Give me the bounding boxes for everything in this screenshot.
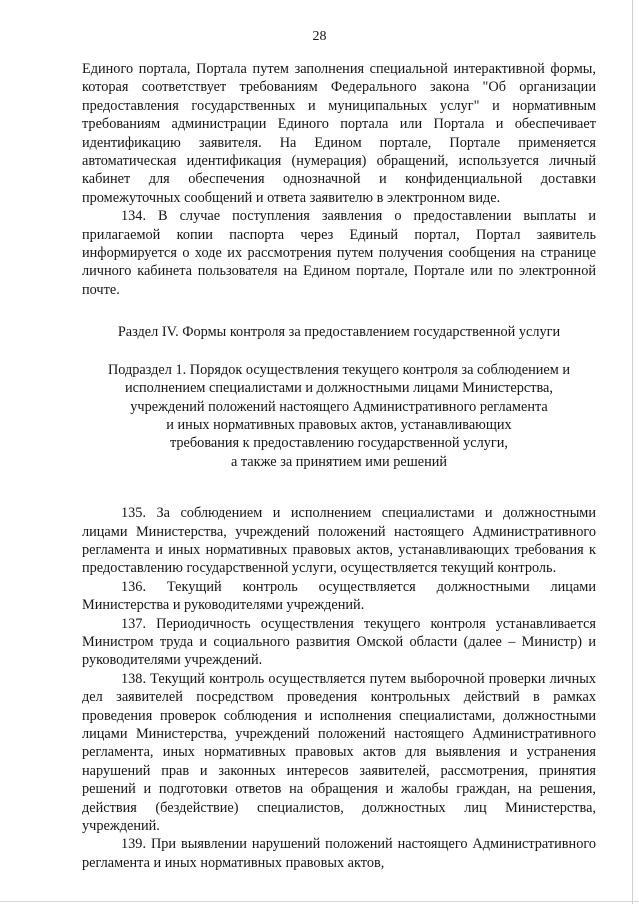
paragraph-138: 138. Текущий контроль осуществляется путем выборочной проверки личных дел заявителей посредством проведения контрольных действий в рамках проведения проверок соблюдения и исполнения специалистами, должностными лицами Министерства, учреждений положений настоящего Административного регламента, иных нормативных правовых актов для выявления и устранения нарушений прав и законных интересов заявителей, рассмотрения, принятия решений и подготовки ответов на обращения и жалобы граждан, на решения, действия (бездействие) специалистов, должностных лиц Министерства, учреждений. (82, 670, 596, 835)
paragraph-136: 136. Текущий контроль осуществляется должностными лицами Министерства и руководителями учреждений. (82, 578, 596, 614)
document-body (82, 60, 596, 872)
subsection-title-line: учреждений положений настоящего Административного регламента (130, 398, 548, 415)
subsection-title-line: и иных нормативных правовых актов, устанавливающих (166, 416, 512, 433)
scan-bottom-line (0, 901, 639, 902)
spacer (82, 471, 596, 504)
paragraph-134: 134. В случае поступления заявления о предоставлении выплаты и прилагаемой копии паспорта через Единый портал, Портал заявитель информируется о ходе их рассмотрения путем получения сообщения на странице личного кабинета пользователя на Едином портале, Портале или по электронной почте. (82, 208, 596, 298)
section-title: Раздел IV. Формы контроля за предоставлением государственной услуги (117, 324, 561, 341)
subsection-title (82, 361, 596, 471)
subsection-title-line: а также за принятием ими решений (230, 453, 448, 470)
paragraph-135: 135. За соблюдением и исполнением специалистами и должностными лицами Министерства, учреждений положений настоящего Административного регламента и иных нормативных правовых актов, устанавливающих требования к предоставлению государственной услуги, осуществляется текущий контроль. (82, 505, 596, 577)
paragraph-139: 139. При выявлении нарушений положений настоящего Административного регламента и иных нормативных правовых актов, (82, 836, 596, 871)
scan-edge-line (632, 0, 633, 904)
subsection-title-line: требования к предоставлению государственной услуги, (169, 435, 508, 452)
subsection-title-line: исполнением специалистами и должностными лицами Министерства, (125, 380, 553, 397)
paragraph-137: 137. Периодичность осуществления текущего контроля устанавливается Министром труда и социального развития Омской области (далее – Министр) и руководителями учреждений. (82, 615, 596, 669)
paragraph-continuation: Единого портала, Портала путем заполнения специальной интерактивной формы, которая соответствует требованиям Федерального закона "Об организации предоставления государственных и муниципальных услуг" и нормативным требованиям администрации Единого портала или Портала и обеспечивает идентификацию заявителя. На Едином портале, Портале применяется автоматическая идентификация (нумерация) обращений, используется личный кабинет для обеспечения однозначной и конфиденциальной доставки промежуточных сообщений и ответа заявителю в электронном виде. (82, 61, 596, 206)
page-number: 28 (312, 29, 327, 44)
subsection-title-line: Подраздел 1. Порядок осуществления текущего контроля за соблюдением и (107, 361, 571, 378)
